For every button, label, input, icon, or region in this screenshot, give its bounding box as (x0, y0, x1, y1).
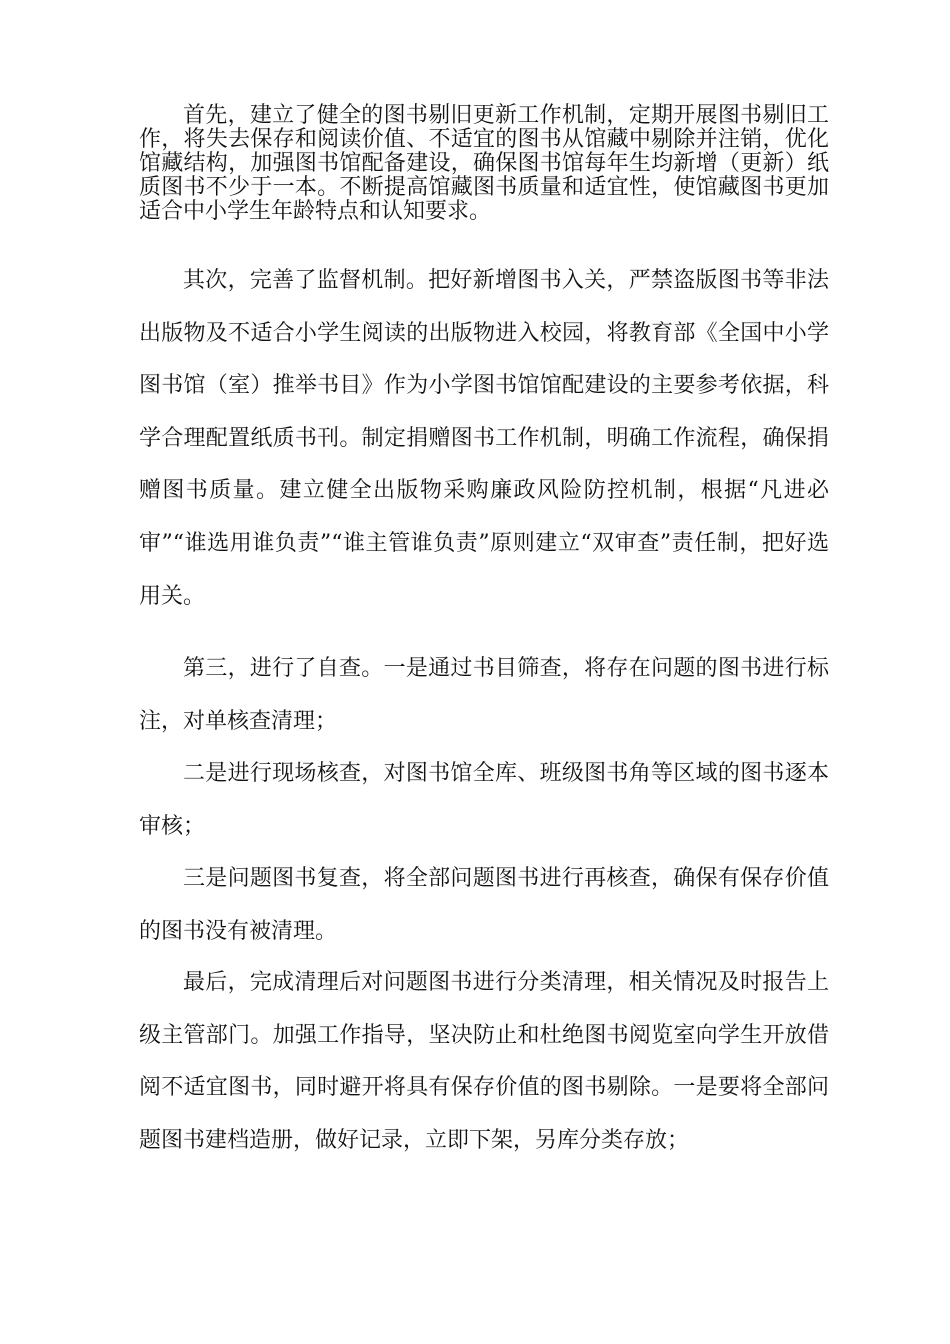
paragraph-self-inspection: 第三，进行了自查。一是通过书目筛查，将存在问题的图书进行标注，对单核查清理； (139, 656, 829, 734)
paragraph-final-cleanup: 最后，完成清理后对问题图书进行分类清理，相关情况及时报告上级主管部门。加强工作指导，坚决防止和杜绝图书阅览室向学生开放借阅不适宜图书，同时避开将具有保存价值的图书剔除。一是要将全部问题图书建档造册，做好记录，立即下架，另库分类存放； (139, 970, 829, 1153)
paragraph-recheck: 三是问题图书复查，将全部问题图书进行再核查，确保有保存价值的图书没有被清理。 (139, 866, 829, 944)
paragraph-supervision-mechanism: 其次，完善了监督机制。把好新增图书入关，严禁盗版图书等非法出版物及不适合小学生阅读的出版物进入校园，将教育部《全国中小学图书馆（室）推举书目》作为小学图书馆馆配建设的主要参考依据，科学合理配置纸质书刊。制定捐赠图书工作机制，明确工作流程，确保捐赠图书质量。建立健全出版物采购廉政风险防控机制，根据“凡进必审”“谁选用谁负责”“谁主管谁负责”原则建立“双审查”责任制，把好选用关。 (139, 268, 829, 609)
paragraph-onsite-check: 二是进行现场核查，对图书馆全库、班级图书角等区域的图书逐本审核； (139, 761, 829, 839)
paragraph-weeding-mechanism: 首先，建立了健全的图书剔旧更新工作机制，定期开展图书剔旧工作，将失去保存和阅读价值、不适宜的图书从馆藏中剔除并注销，优化馆藏结构，加强图书馆配备建设，确保图书馆每年生均新增（更新）纸质图书不少于一本。不断提高馆藏图书质量和适宜性，使馆藏图书更加适合中小学生年龄特点和认知要求。 (139, 103, 829, 224)
